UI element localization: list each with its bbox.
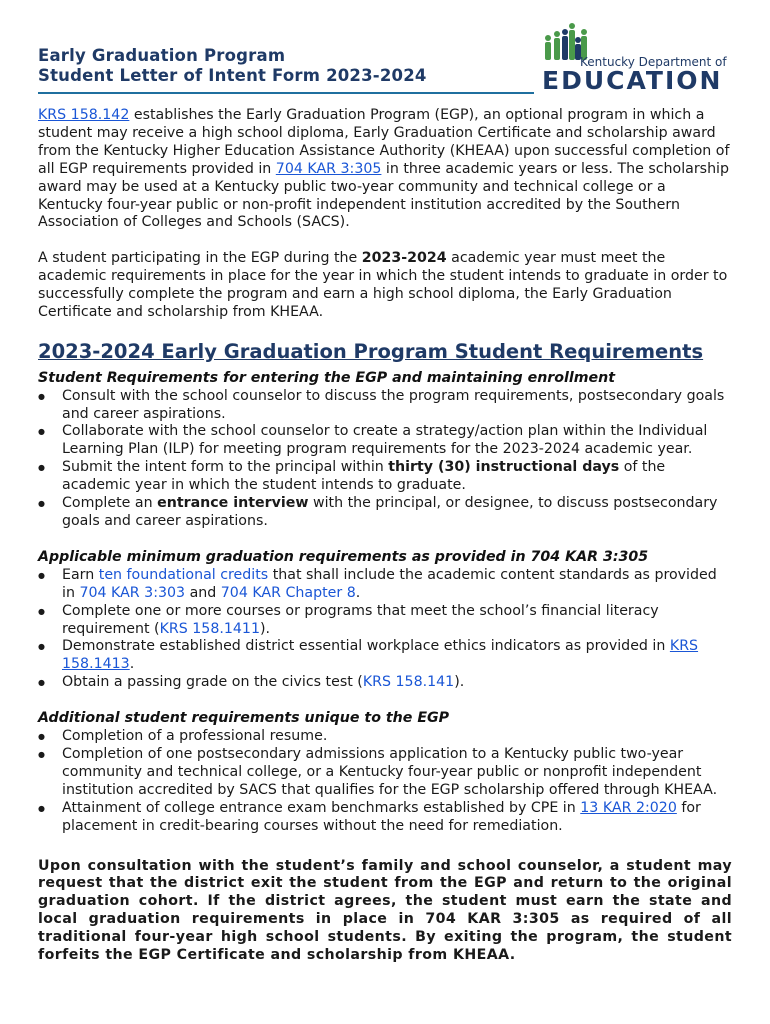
section-minimum-list [38,567,732,692]
document-body [38,107,732,965]
link-krs-158-1411[interactable]: KRS 158.1411 [159,620,260,637]
list-item: ● Complete one or more courses or programs that meet the school’s financial literacy requirement (KRS 158.1411). [38,603,732,639]
section-entering-list [38,388,732,531]
title-line-2: Student Letter of Intent Form 2023-2024 [38,66,427,85]
list-item: ● Attainment of college entrance exam benchmarks established by CPE in 13 KAR 2:020 for placement in credit-bearing courses without the need for remediation. [38,800,732,836]
link-704-kar-chapter-8[interactable]: 704 KAR Chapter 8 [220,584,356,601]
intro-paragraph-2: A student participating in the EGP during the 2023-2024 academic year must meet the academic requirements in place for the year in which the student intends to graduate in order to successfully complete the program and earn a high school diploma, the Early Graduation Certificate and scholarship from KHEAA. [38,250,728,320]
title-line-1: Early Graduation Program [38,46,286,65]
link-foundational-credits[interactable]: ten foundational credits [98,566,269,583]
list-item: ● Consult with the school counselor to discuss the program requirements, postsecondary goals and career aspirations. [38,388,732,424]
section-additional-title: Additional student requirements unique to the EGP [38,710,450,727]
link-704-kar-3-303[interactable]: 704 KAR 3:303 [79,584,186,601]
intro-paragraph-1: KRS 158.142 establishes the Early Graduation Program (EGP), an optional program in which a student may receive a high school diploma, Early Graduation Certificate and scholarship award from the Kentucky Higher Education Assistance Authority (KHEAA) upon successful completion of all EGP requirements provided in 704 KAR 3:305 in three academic years or less. The scholarship award may be used at a Kentucky public two-year community and technical college or a Kentucky four-year public or non-profit independent institution accredited by the Southern Association of Colleges and Schools (SACS). [38,107,730,231]
link-krs-158-142[interactable]: KRS 158.142 [38,107,130,123]
list-item: ● Complete an entrance interview with the principal, or designee, to discuss postsecondary goals and career aspirations. [38,495,732,531]
closing-paragraph: Upon consultation with the student’s family and school counselor, a student may request that the district exit the student from the EGP and return to the original graduation cohort. If the district agrees, the student must earn the state and local graduation requirements in place in 704 KAR 3:305 as required of all traditional four-year high school students. By exiting the program, the student forfeits the EGP Certificate and scholarship from KHEAA. [38,857,732,964]
requirements-heading: 2023-2024 Early Graduation Program Student Requirements [38,339,704,363]
title-underline [38,92,534,94]
logo-education-text: EDUCATION [542,66,723,95]
link-krs-158-1413[interactable]: KRS 158.1413 [62,638,699,673]
link-13-kar-2-020[interactable]: 13 KAR 2:020 [580,799,677,816]
page-title [38,46,427,86]
section-minimum-title: Applicable minimum graduation requirements as provided in 704 KAR 3:305 [38,548,649,565]
list-item: ● Collaborate with the school counselor to create a strategy/action plan within the Individual Learning Plan (ILP) for meeting program requirements for the 2023-2024 academic year. [38,423,732,459]
section-additional-list [38,728,732,835]
link-krs-158-141[interactable]: KRS 158.141 [362,674,455,691]
list-item: ● Obtain a passing grade on the civics test (KRS 158.141). [38,674,732,692]
list-item: ● Completion of a professional resume. [38,728,732,746]
kde-logo [540,20,730,96]
list-item: ● Completion of one postsecondary admissions application to a Kentucky public two-year community and technical college, or a Kentucky four-year public or nonprofit independent institution accredited by SACS that qualifies for the EGP scholarship offered through KHEAA. [38,746,732,800]
logo-department-text: Kentucky Department of [580,55,727,69]
section-entering-title: Student Requirements for entering the EGP and maintaining enrollment [38,369,616,386]
link-704-kar-3-305[interactable]: 704 KAR 3:305 [275,160,382,177]
list-item: ● Demonstrate established district essential workplace ethics indicators as provided in KRS 158.1413. [38,638,732,674]
list-item: ● Submit the intent form to the principal within thirty (30) instructional days of the academic year in which the student intends to graduate. [38,459,732,495]
list-item: ● Earn ten foundational credits that shall include the academic content standards as provided in 704 KAR 3:303 and 704 KAR Chapter 8. [38,567,732,603]
